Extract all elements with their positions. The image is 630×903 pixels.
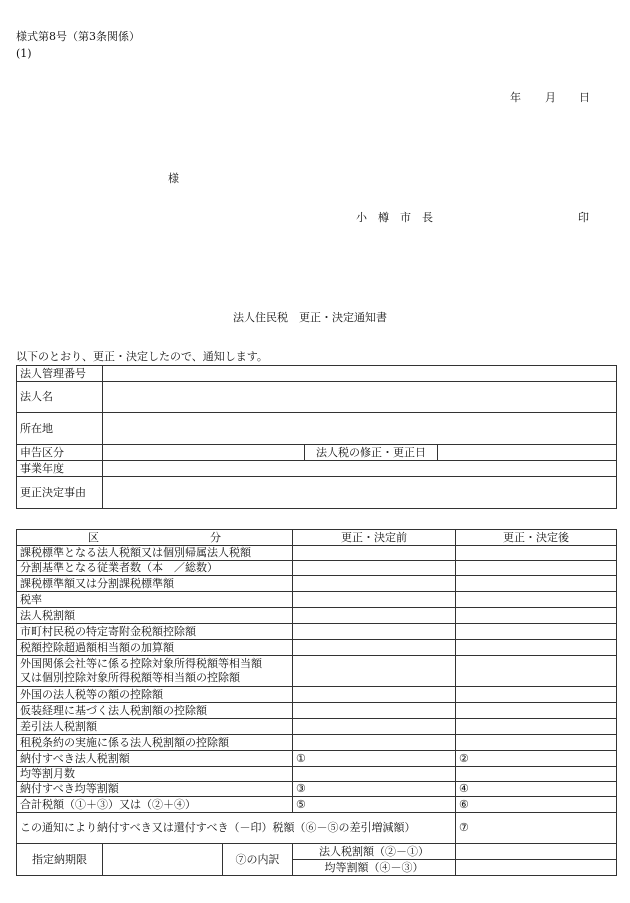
before-header: 更正・決定前: [293, 530, 456, 546]
calc-row: [17, 576, 617, 592]
calc-row: [17, 703, 617, 719]
fiscal-year-value: [103, 461, 617, 477]
address-value: [103, 413, 617, 445]
corp-number-row: [17, 366, 617, 382]
amend-date-label: 法人税の修正・更正日: [305, 445, 438, 461]
notice-row: [17, 813, 617, 844]
calc-row-label: 外国の法人税等の額の控除額: [17, 687, 293, 703]
calc-row-label: 税率: [17, 592, 293, 608]
deadline-row: [17, 844, 617, 860]
calc-row-after: [456, 735, 617, 751]
calc-row-after: [456, 640, 617, 656]
calc-row-label: 分割基準となる従業者数（本 ／総数）: [17, 561, 293, 576]
calc-row-after: [456, 546, 617, 561]
calc-row-label: 市町村民税の特定寄附金税額控除額: [17, 624, 293, 640]
calc-row-before: [293, 703, 456, 719]
corp-name-label: 法人名: [17, 382, 103, 413]
calc-row-before: [293, 561, 456, 576]
calc-row-before: [293, 719, 456, 735]
calc-row: [17, 561, 617, 576]
fiscal-year-row: [17, 461, 617, 477]
calc-row-label: 納付すべき法人税割額: [17, 751, 293, 767]
calc-row-label: 均等割月数: [17, 767, 293, 782]
calc-row-after: ④: [456, 782, 617, 797]
category-header: [17, 530, 293, 546]
corp-name-value: [103, 382, 617, 413]
calc-row: [17, 767, 617, 782]
calc-row: [17, 608, 617, 624]
deadline-label: 指定納期限: [17, 844, 103, 876]
filing-row: [17, 445, 617, 461]
form-id: 様式第8号（第3条関係）: [16, 30, 140, 43]
calc-row-after: [456, 592, 617, 608]
calc-row-label: 差引法人税割額: [17, 719, 293, 735]
calc-row: [17, 624, 617, 640]
calc-row-after: [456, 624, 617, 640]
fiscal-year-label: 事業年度: [17, 461, 103, 477]
calc-row-before: [293, 592, 456, 608]
seal-mark: 印: [578, 211, 589, 224]
corp-number-label: 法人管理番号: [17, 366, 103, 382]
calc-row-before: [293, 735, 456, 751]
date-month-label: 月: [545, 91, 556, 104]
calc-row-before: [293, 624, 456, 640]
calc-header-row: [17, 530, 617, 546]
calc-row: [17, 735, 617, 751]
category-header-left: 区: [88, 530, 99, 544]
calc-row-label: 課税標準となる法人税額又は個別帰属法人税額: [17, 546, 293, 561]
reason-value: [103, 477, 617, 509]
calc-row-after: [456, 719, 617, 735]
date-year-label: 年: [510, 91, 521, 104]
document-title: 法人住民税 更正・決定通知書: [233, 311, 387, 324]
calc-row-before: ①: [293, 751, 456, 767]
calc-row-before: [293, 576, 456, 592]
calc-row-after: [456, 767, 617, 782]
date-day-label: 日: [579, 91, 590, 104]
calc-row: [17, 640, 617, 656]
amend-date-value: [438, 445, 617, 461]
reason-row: [17, 477, 617, 509]
corp-info-table: [16, 365, 617, 509]
calc-row-before: [293, 608, 456, 624]
calc-row: [17, 751, 617, 767]
breakdown-item-2: 均等割額（④－③）: [293, 860, 456, 876]
calc-row-after: [456, 561, 617, 576]
calc-row-after: [456, 656, 617, 687]
deadline-value: [103, 844, 223, 876]
calc-row-before: ⑤: [293, 797, 456, 813]
intro-text: 以下のとおり、更正・決定したので、通知します。: [16, 350, 268, 363]
corp-name-row: [17, 382, 617, 413]
calc-row-label: 租税条約の実施に係る法人税割額の控除額: [17, 735, 293, 751]
calc-row: [17, 719, 617, 735]
filing-type-value: [103, 445, 305, 461]
reason-label: 更正決定事由: [17, 477, 103, 509]
calc-row-after: ⑥: [456, 797, 617, 813]
calc-row-before: [293, 687, 456, 703]
calc-row-after: ②: [456, 751, 617, 767]
calc-row: [17, 782, 617, 797]
calc-row-after: [456, 703, 617, 719]
calc-row-label: 合計税額（①＋③）又は（②＋④）: [17, 797, 293, 813]
calc-row-before: [293, 640, 456, 656]
calc-row: [17, 656, 617, 687]
calc-row-label-line2: 又は個別控除対象所得税額等相当額の控除額: [20, 671, 240, 684]
calc-row-before: [293, 546, 456, 561]
calc-row-before: ③: [293, 782, 456, 797]
tax-calc-table: [16, 529, 617, 876]
form-sub-id: (1): [16, 47, 32, 60]
calc-row-label-line1: 外国関係会社等に係る控除対象所得税額等相当額: [20, 657, 262, 671]
calc-row: [17, 592, 617, 608]
category-header-right: 分: [210, 530, 221, 544]
issuer-name: 小 樽 市 長: [356, 211, 433, 224]
address-row: [17, 413, 617, 445]
calc-row-after: [456, 608, 617, 624]
notice-mark: ⑦: [456, 813, 617, 844]
calc-row-label: 法人税割額: [17, 608, 293, 624]
calc-row-after: [456, 687, 617, 703]
breakdown-label: ⑦の内訳: [223, 844, 293, 876]
address-label: 所在地: [17, 413, 103, 445]
calc-row-label: 税額控除超過額相当額の加算額: [17, 640, 293, 656]
calc-row-label: 納付すべき均等割額: [17, 782, 293, 797]
calc-row-after: [456, 576, 617, 592]
calc-row-label: 課税標準額又は分割課税標準額: [17, 576, 293, 592]
calc-row-before: [293, 767, 456, 782]
breakdown-value-2: [456, 860, 617, 876]
calc-row-label: 仮装経理に基づく法人税割額の控除額: [17, 703, 293, 719]
calc-row: [17, 687, 617, 703]
notice-label: この通知により納付すべき又は還付すべき（－印）税額（⑥－⑤の差引増減額）: [17, 813, 456, 844]
calc-row: [17, 546, 617, 561]
corp-number-value: [103, 366, 617, 382]
breakdown-item-1: 法人税割額（②－①）: [293, 844, 456, 860]
after-header: 更正・決定後: [456, 530, 617, 546]
filing-type-label: 申告区分: [17, 445, 103, 461]
calc-row-before: [293, 656, 456, 687]
recipient-suffix: 様: [168, 172, 179, 185]
calc-row: [17, 797, 617, 813]
breakdown-value-1: [456, 844, 617, 860]
calc-row-label: [17, 656, 293, 687]
